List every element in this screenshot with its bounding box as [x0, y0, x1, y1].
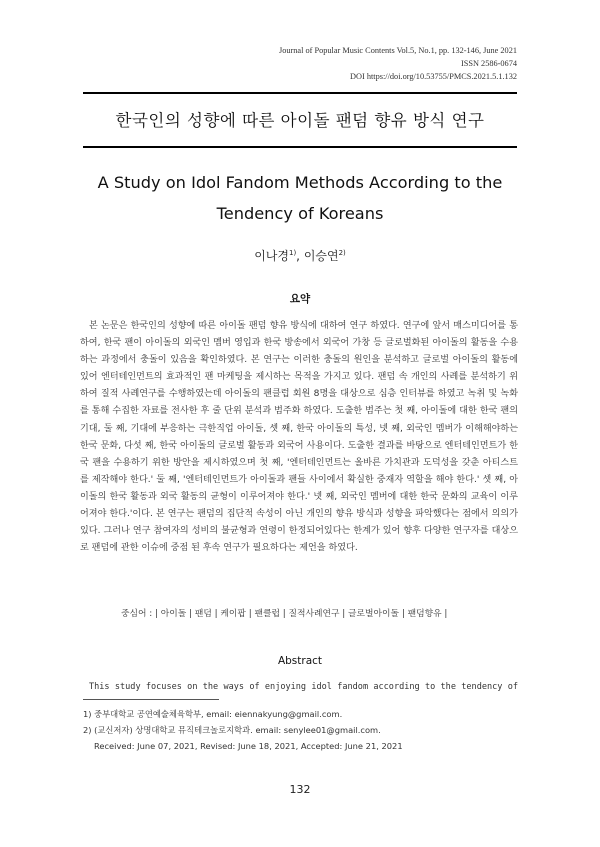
- footnote-2: 2) (교신저자) 상명대학교 뮤직테크놀로지학과. email: senylee01@gmail.com.: [83, 725, 381, 735]
- keywords-line: 중심어 : | 아이돌 | 팬덤 | 케이팝 | 팬클럽 | 질적사례연구 | 글로벌아이돌 | 팬덤향유 |: [121, 609, 448, 619]
- author-line: [83, 247, 517, 264]
- author-2-footnote-mark: 2): [338, 249, 346, 257]
- author-separator: ,: [296, 249, 304, 263]
- journal-citation: Journal of Popular Music Contents Vol.5, No.1, pp. 132-146, June 2021: [279, 46, 517, 55]
- korean-abstract-heading: 요약: [289, 293, 311, 305]
- english-abstract-first-line: This study focuses on the ways of enjoying idol fandom according to the tendency of: [89, 682, 518, 692]
- journal-info: [279, 44, 517, 83]
- author-2: 이승연: [303, 249, 339, 263]
- journal-issn: ISSN 2586-0674: [460, 59, 517, 68]
- footnotes: [83, 706, 403, 754]
- korean-abstract-body: 본 논문은 한국인의 성향에 따른 아이돌 팬덤 향유 방식에 대하여 연구 하였다. 연구에 앞서 매스미디어를 통하여, 한국 팬이 아이돌의 외국인 멤버 영입과 한국 방송에서 외국어 가창 등 글로벌화된 아이돌의 활동을 수용하는 과정에서 충돌이 있음을 확인하였다. 본 연구는 이러한 충돌의 원인을 분석하고 글로벌 아이돌의 활동에 있어 엔터테인먼트의 효과적인 팬 마케팅을 제시하는 목적을 가지고 있다. 팬덤 속 개인의 사례를 분석하기 위하여 질적 사례연구를 수행하였는데 아이돌의 팬클럽 회원 8명을 대상으로 심층 인터뷰를 하였고 녹취 및 녹화를 통해 수집한 자료를 전사한 후 줄 단위 분석과 범주화 하였다. 도출한 범주는 첫 째, 아이돌에 대한 한국 팬의 기대, 둘 째, 기대에 부응하는 극한직업 아이돌, 셋 째, 한국 아이돌의 특성, 넷 째, 외국인 멤버가 이해해야하는 한국 문화, 다섯 째, 한국 아이돌의 글로벌 활동과 외국어 사용이다. 도출한 결과를 바탕으로 엔터테인먼트가 한국 팬을 수용하기 위한 방안을 제시하였으며 첫 째, '엔터테인먼트는 올바른 가치관과 도덕성을 갖춘 아티스트를 제작해야 한다.' 둘 째, '엔터테인먼트가 아이돌과 팬들 사이에서 확실한 중재자 역할을 해야 한다.' 셋 째, 아이돌의 한국 활동과 외국 활동의 균형이 이루어져야 한다.' 넷 째, 외국인 멤버에 대한 한국 문화의 교육이 이루어져야 한다.'이다. 본 연구는 팬덤의 집단적 속성이 아닌 개인의 향유 방식과 성향을 파악했다는 점에서 의의가 있다. 그러나 연구 참여자의 성비의 불균형과 연령이 한정되어있다는 한계가 있어 향후 다양한 연구자를 대상으로 팬덤에 관한 이슈에 중점 된 후속 연구가 필요하다는 제언을 하였다.: [80, 321, 518, 554]
- korean-title: 한국인의 성향에 따른 아이돌 팬덤 향유 방식 연구: [115, 111, 485, 130]
- journal-doi: DOI https://doi.org/10.53755/PMCS.2021.5.1.132: [350, 72, 517, 81]
- submission-dates: Received: June 07, 2021, Revised: June 18, 2021, Accepted: June 21, 2021: [94, 741, 403, 751]
- english-title: A Study on Idol Fandom Methods According to the Tendency of Koreans: [97, 173, 503, 223]
- author-1-footnote-mark: 1): [288, 249, 297, 257]
- author-1: 이나경: [254, 249, 289, 263]
- english-abstract-heading: Abstract: [277, 655, 323, 667]
- footnote-1: 1) 중부대학교 공연예술체육학부, email: eiennakyung@gmail.com.: [83, 709, 343, 719]
- page-number: 132: [289, 783, 311, 796]
- footnote-separator: [83, 699, 219, 700]
- title-top-rule: [83, 92, 517, 94]
- title-bottom-rule: [83, 146, 517, 148]
